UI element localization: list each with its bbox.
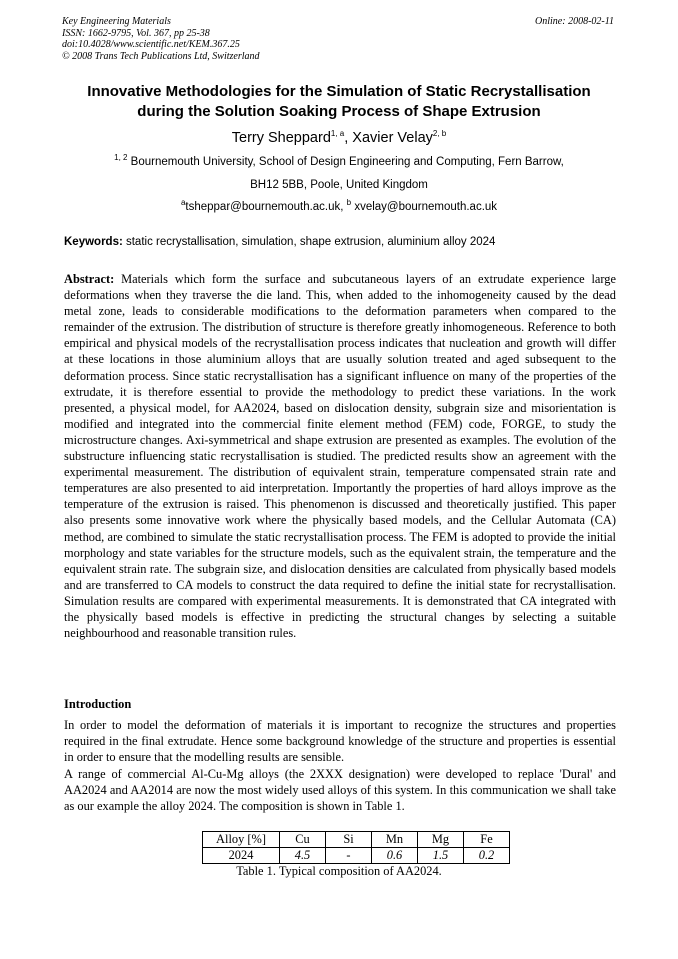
author-separator: , bbox=[344, 130, 353, 146]
email-a: tsheppar@bournemouth.ac.uk, bbox=[185, 201, 347, 213]
journal-doi: doi:10.4028/www.scientific.net/KEM.367.25 bbox=[62, 39, 240, 50]
table-cell: 1.5 bbox=[418, 848, 464, 864]
keywords-label: Keywords: bbox=[64, 236, 123, 248]
affiliation-mark: 1, 2 bbox=[114, 153, 128, 163]
email-b-mark: b bbox=[346, 198, 352, 208]
table-cell: 2024 bbox=[203, 848, 280, 864]
author-2: Xavier Velay bbox=[352, 130, 433, 146]
journal-name: Key Engineering Materials bbox=[62, 16, 171, 27]
email-b: xvelay@bournemouth.ac.uk bbox=[351, 201, 498, 213]
introduction-paragraph-2: A range of commercial Al-Cu-Mg alloys (the 2XXX designation) were developed to replace 'Dural' and AA2024 and AA2014 are now the most widely used alloys of this system. In this communication we shall take as our example the alloy 2024. The composition is shown in Table 1. bbox=[64, 767, 616, 814]
paper-title-line-2: during the Solution Soaking Process of Shape Extrusion bbox=[137, 103, 541, 120]
table-caption: Table 1. Typical composition of AA2024. bbox=[236, 864, 442, 878]
table-cell: - bbox=[326, 848, 372, 864]
table-header-cell: Cu bbox=[280, 832, 326, 848]
table-header-cell: Fe bbox=[464, 832, 510, 848]
table-row bbox=[203, 848, 510, 864]
table-header-cell: Mn bbox=[372, 832, 418, 848]
author-1-affiliation-mark: 1, a bbox=[330, 129, 345, 139]
abstract-label: Abstract: bbox=[64, 272, 115, 286]
table-cell: 0.2 bbox=[464, 848, 510, 864]
journal-copyright: © 2008 Trans Tech Publications Ltd, Switzerland bbox=[62, 50, 260, 62]
paper-title-line-1: Innovative Methodologies for the Simulation of Static Recrystallisation bbox=[87, 83, 591, 100]
table-cell: 4.5 bbox=[280, 848, 326, 864]
table-header-row bbox=[203, 832, 510, 848]
introduction-heading: Introduction bbox=[64, 697, 132, 711]
affiliation-text-1: Bournemouth University, School of Design Engineering and Computing, Fern Barrow, bbox=[127, 156, 564, 168]
abstract bbox=[64, 271, 616, 641]
journal-issn: ISSN: 1662-9795, Vol. 367, pp 25-38 bbox=[62, 27, 210, 39]
email-a-mark: a bbox=[180, 198, 186, 208]
abstract-text: Materials which form the surface and subcutaneous layers of an extrudate experience large deformations when they traverse the die land. This, when added to the inhomogeneity caused by the dead metal zone, leads to considerable modifications to the deformation parameters when compared to the remainder of the extrusion. The distribution of structure is therefore greatly inhomogeneous. Reference to both empirical and physical models of the recrystallisation process indicates that nucleation and growth will differ at these locations in those aluminium alloys that are usually solution treated and aged subsequent to the deformation process. Since static recrystallisation has a significant influence on many of the properties of the extrudate, it is therefore essential to provide the methodology to predict these variations. In the work presented, a physical model, for AA2024, based on dislocation density, subgrain size and misorientation is modified and integrated into the commercial finite element method (FEM) code, FORGE, to study the microstructure changes. Axi-symmetrical and shape extrusion are presented as examples. The evolution of the substructure influencing static recrystallisation is studied. The predicted results show an agreement with the experimental measurement. The distribution of equivalent strain, temperature compensated strain rate and temperatures are also presented to aid interpretation. Importantly the properties of hard alloys improve as the temperature of the extrusion is raised. This phenomenon is discussed and theoretically justified. This paper also presents some innovative work where the physically based models, and the Cellular Automata (CA) method, are combined to simulate the static recrystallisation process. The FEM is adopted to provide the initial morphology and state variables for the structure models, such as the equivalent strain, the temperature and the equivalent strain rate. The subgrain size, and dislocation densities are calculated from physically based models and are transferred to CA models to construct the data required to define the initial state for recrystallisation. Simulation results are compared with experimental measurements. It is demonstrated that CA integrated with the physically based models is effective in predicting the structural changes by selecting a suitable neighbourhood and reasonable transition rules. bbox=[64, 272, 616, 641]
author-emails bbox=[0, 198, 678, 213]
composition-table bbox=[202, 831, 510, 864]
affiliation-line-1 bbox=[0, 153, 678, 168]
keywords-text: static recrystallisation, simulation, shape extrusion, aluminium alloy 2024 bbox=[122, 236, 496, 248]
keywords bbox=[64, 236, 616, 248]
journal-header bbox=[62, 16, 260, 62]
online-date: Online: 2008-02-11 bbox=[535, 16, 614, 27]
table-header-cell: Alloy [%] bbox=[203, 832, 280, 848]
affiliation-line-2: BH12 5BB, Poole, United Kingdom bbox=[250, 179, 428, 191]
introduction-paragraph-1: In order to model the deformation of materials it is important to recognize the structures and properties required in the final extrudate. Hence some background knowledge of the structure and properties is essential in order to ensure that the modelling results are sensible. bbox=[64, 718, 616, 765]
table-header-cell: Mg bbox=[418, 832, 464, 848]
table-cell: 0.6 bbox=[372, 848, 418, 864]
table-header-cell: Si bbox=[326, 832, 372, 848]
paper-title bbox=[40, 82, 638, 122]
author-1: Terry Sheppard bbox=[231, 130, 331, 146]
author-list bbox=[0, 130, 678, 146]
author-2-affiliation-mark: 2, b bbox=[432, 129, 447, 139]
